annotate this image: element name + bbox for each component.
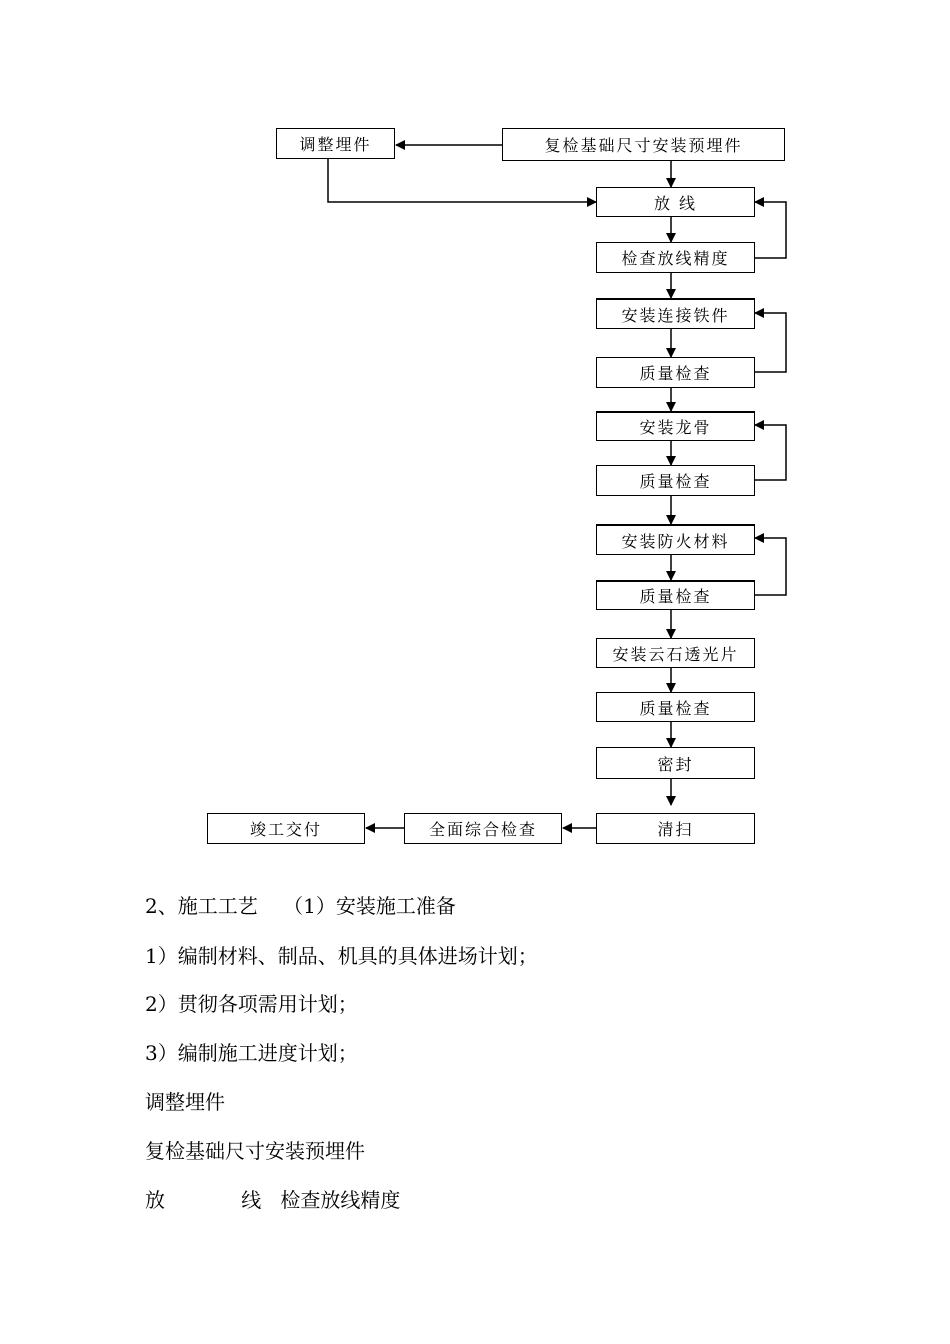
- loop-quality1-to-iron: [755, 313, 786, 372]
- box-check-layout: 检查放线精度: [596, 242, 755, 273]
- loop-quality2-to-keel: [755, 425, 786, 480]
- box-quality-4: 质量检查: [596, 692, 755, 722]
- box-quality-1: 质量检查: [596, 357, 755, 388]
- box-quality-2: 质量检查: [596, 465, 755, 496]
- paragraph-4: 调整埋件: [145, 1090, 225, 1114]
- paragraph-2: 2）贯彻各项需用计划；: [145, 992, 358, 1016]
- loop-quality3-to-fire: [755, 538, 786, 595]
- box-install-stone: 安装云石透光片: [596, 638, 755, 668]
- box-layout: 放 线: [596, 187, 755, 217]
- box-handover: 竣工交付: [207, 813, 365, 844]
- section-heading: 2、施工工艺 （1）安装施工准备: [145, 894, 456, 918]
- box-full-check: 全面综合检查: [404, 813, 562, 844]
- box-install-fire: 安装防火材料: [596, 524, 755, 555]
- box-quality-3: 质量检查: [596, 580, 755, 610]
- box-adjust: 调整埋件: [276, 128, 395, 159]
- paragraph-6: 放 线 检查放线精度: [145, 1188, 401, 1212]
- box-clean: 清扫: [596, 813, 755, 844]
- box-recheck: 复检基础尺寸安装预埋件: [502, 128, 785, 161]
- arrow-adjust-to-layout: [328, 159, 596, 202]
- box-install-keel: 安装龙骨: [596, 411, 755, 441]
- paragraph-1: 1）编制材料、制品、机具的具体进场计划；: [145, 944, 538, 968]
- loop-check-to-layout: [755, 202, 786, 258]
- box-seal: 密封: [596, 747, 755, 779]
- paragraph-3: 3）编制施工进度计划；: [145, 1041, 358, 1065]
- paragraph-5: 复检基础尺寸安装预埋件: [145, 1139, 365, 1163]
- box-install-iron: 安装连接铁件: [596, 298, 755, 329]
